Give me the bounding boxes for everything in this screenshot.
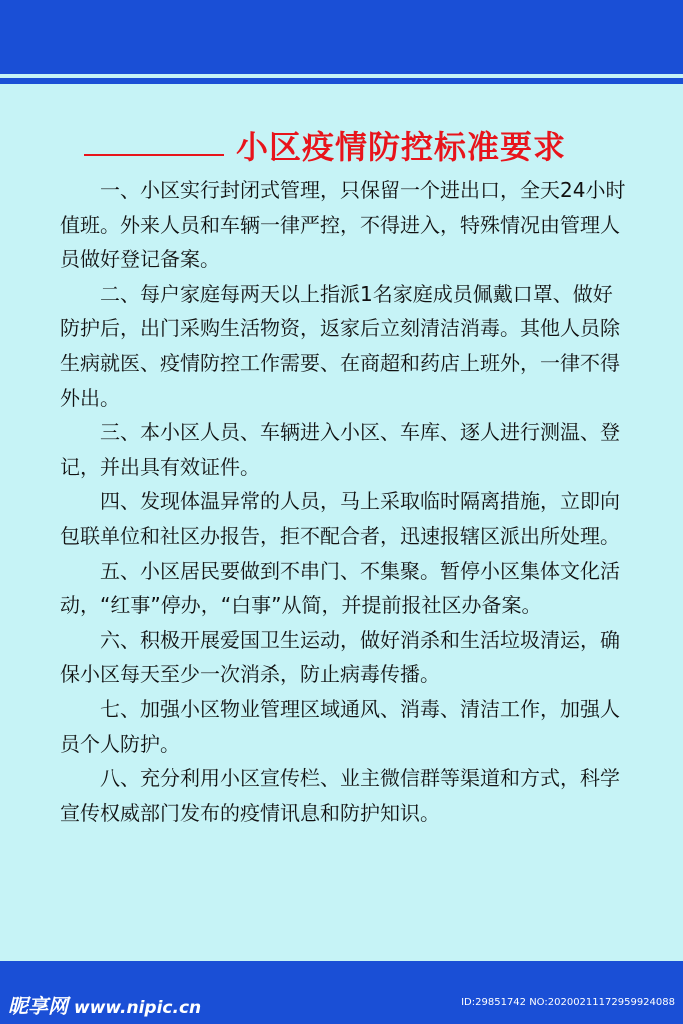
rules-body <box>60 173 626 830</box>
rule-paragraph-6: 六、积极开展爱国卫生运动，做好消杀和生活垃圾清运，确保小区每天至少一次消杀，防止病毒传播。 <box>60 627 620 687</box>
page-title: 小区疫情防控标准要求 <box>236 128 567 166</box>
rule-paragraph-1: 一、小区实行封闭式管理，只保留一个进出口，全天24小时值班。外来人员和车辆一律严控，不得进入，特殊情况由管理人员做好登记备案。 <box>60 178 626 272</box>
bottom-band <box>0 961 683 1024</box>
watermark-logo <box>8 990 201 1019</box>
rule-paragraph-8: 八、充分利用小区宣传栏、业主微信群等渠道和方式，科学宣传权威部门发布的疫情讯息和防护知识。 <box>60 766 620 825</box>
top-stripe <box>0 78 683 84</box>
logo-text: 昵享网 <box>8 994 68 1018</box>
rule-paragraph-5: 五、小区居民要做到不串门、不集聚。暂停小区集体文化活动，“红事”停办，“白事”从简，并提前报社区办备案。 <box>60 558 620 618</box>
rule-paragraph-3: 三、本小区人员、车辆进入小区、车库、逐人进行测温、登记，并出具有效证件。 <box>60 420 620 479</box>
title-underline-decoration <box>84 154 224 156</box>
rule-paragraph-7: 七、加强小区物业管理区域通风、消毒、清洁工作，加强人员个人防护。 <box>60 696 620 756</box>
top-band <box>0 0 683 74</box>
rule-paragraph-4: 四、发现体温异常的人员，马上采取临时隔离措施，立即向包联单位和社区办报告，拒不配合者，迅速报辖区派出所处理。 <box>60 489 620 548</box>
title-row <box>0 118 683 168</box>
rule-paragraph-2: 二、每户家庭每两天以上指派1名家庭成员佩戴口罩、做好防护后，出门采购生活物资，返家后立刻清洁消毒。其他人员除生病就医、疫情防控工作需要、在商超和药店上班外，一律不得外出。 <box>60 281 620 410</box>
logo-site: www.nipic.cn <box>74 998 202 1018</box>
image-id-label: ID:29851742 NO:20200211172959924088 <box>461 997 675 1008</box>
